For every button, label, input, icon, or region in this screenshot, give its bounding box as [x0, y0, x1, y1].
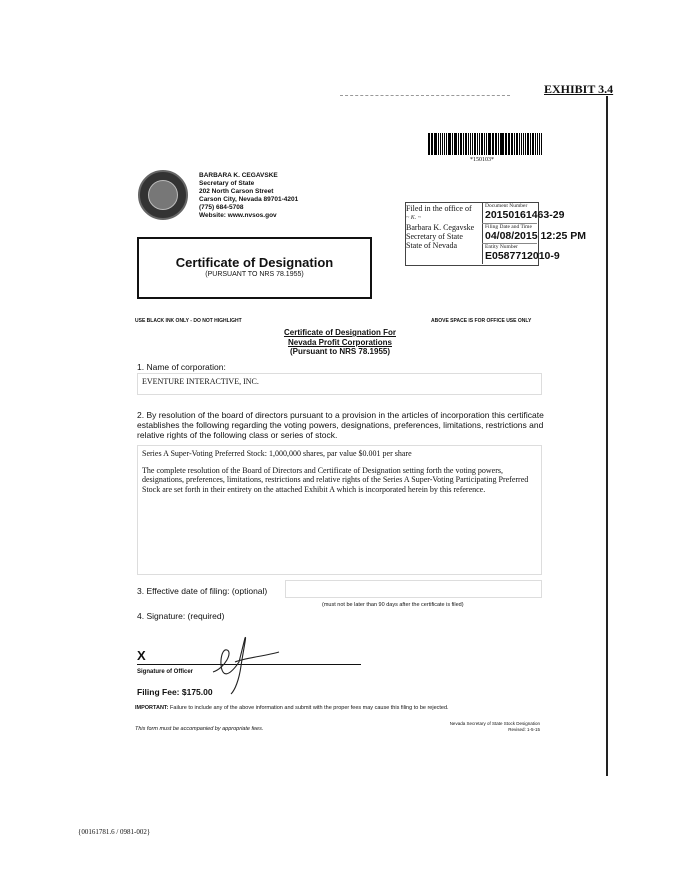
fee-notice: This form must be accompanied by appropriate fees.	[135, 726, 264, 732]
agency-block	[199, 172, 298, 220]
agency-phone: (775) 684-5708	[199, 204, 244, 211]
q4-label: 4. Signature: (required)	[137, 611, 225, 621]
agency-website: Website: www.nvsos.gov	[199, 212, 277, 219]
filing-fee: Filing Fee: $175.00	[137, 687, 213, 697]
signature-x-mark: X	[137, 648, 146, 663]
form-title	[240, 328, 440, 357]
filing-signature-icon: ~ K. ~	[406, 215, 421, 221]
important-text: Failure to include any of the above information and submit with the proper fees may cause this filing to be rejected.	[170, 705, 449, 711]
q3-label: 3. Effective date of filing: (optional)	[137, 586, 268, 596]
ink-instruction: USE BLACK INK ONLY - DO NOT HIGHLIGHT	[135, 318, 242, 324]
form-title-line2: Nevada Profit Corporations	[287, 337, 392, 347]
effective-date-field[interactable]	[285, 580, 542, 598]
designation-value-1: Series A Super-Voting Preferred Stock: 1,000,000 shares, par value $0.001 per share	[142, 449, 412, 458]
state-seal-icon	[138, 170, 188, 220]
filing-office	[406, 204, 481, 250]
document-footer-id: {00161781.6 / 0981-002}	[78, 828, 151, 836]
q1-label: 1. Name of corporation:	[137, 362, 226, 372]
filing-date-cell	[485, 224, 586, 242]
entity-number-label: Entity Number	[485, 244, 518, 250]
document-number-cell	[485, 203, 564, 221]
filing-date-label: Filing Date and Time	[485, 224, 532, 230]
certificate-subtitle: (PURSUANT TO NRS 78.1955)	[205, 271, 304, 278]
filing-date-value: 04/08/2015 12:25 PM	[485, 230, 586, 242]
corporation-name-field[interactable]: EVENTURE INTERACTIVE, INC.	[137, 373, 542, 395]
document-number-label: Document Number	[485, 203, 528, 209]
form-revision-line2: Revised: 1-5-15	[508, 727, 540, 732]
q2-label: 2. By resolution of the board of directors pursuant to a provision in the articles of incorporation this certificate establishes the following regarding the voting powers, designations, preferences, limitations, restrictions and relative rights of the following class or series of stock.	[137, 410, 544, 440]
agency-role: Secretary of State	[199, 180, 255, 187]
top-divider	[340, 95, 510, 97]
barcode-number: *150103*	[470, 157, 494, 163]
barcode-icon	[428, 133, 543, 155]
form-title-line3: (Pursuant to NRS 78.1955)	[289, 347, 391, 356]
important-label: IMPORTANT:	[135, 705, 169, 711]
filed-line3: Secretary of State	[406, 232, 463, 241]
filing-divider	[482, 202, 483, 264]
designation-value-2: The complete resolution of the Board of Directors and Certificate of Designation setting forth the voting powers, designations, preferences, limitations, restrictions and relative rights of the Series A Super-Voting Participating Preferred Stock are set forth in their entirety on the attached Exhibit A which is incorporated herein by this reference.	[142, 465, 529, 494]
agency-name: BARBARA K. CEGAVSKE	[199, 172, 278, 179]
effective-date-note: (must not be later than 90 days after the certificate is filed)	[322, 602, 464, 608]
filed-line1: Filed in the office of	[406, 204, 472, 213]
filed-line2: Barbara K. Cegavske	[406, 223, 475, 232]
filed-line4: State of Nevada	[406, 241, 458, 250]
entity-number-cell	[485, 244, 560, 262]
agency-city: Carson City, Nevada 89701-4201	[199, 196, 299, 203]
designation-field[interactable]	[137, 445, 542, 575]
form-revision-line1: Nevada Secretary of State Stock Designation	[449, 721, 540, 726]
document-number-value: 20150161463-29	[485, 209, 565, 221]
certificate-title: Certificate of Designation	[175, 255, 334, 270]
margin-rule	[606, 96, 608, 776]
important-notice	[135, 705, 555, 711]
handwritten-signature-icon	[205, 632, 285, 696]
form-revision-note	[415, 721, 540, 733]
office-use-note: ABOVE SPACE IS FOR OFFICE USE ONLY	[431, 318, 532, 324]
form-title-line1: Certificate of Designation For	[283, 328, 396, 337]
signature-label: Signature of Officer	[137, 669, 194, 675]
agency-street: 202 North Carson Street	[199, 188, 274, 195]
entity-number-value: E0587712010-9	[485, 250, 560, 262]
exhibit-label: EXHIBIT 3.4	[544, 82, 614, 96]
